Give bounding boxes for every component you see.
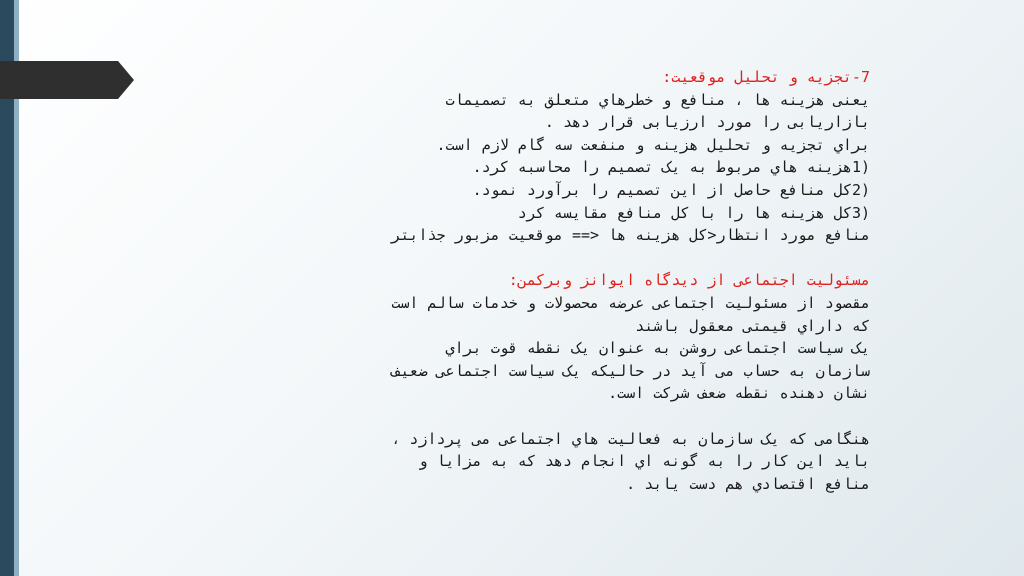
body-line: بازاریابی را مورد ارزیابی قرار دهد . [544,113,870,132]
body-line: هنگامی که یک سازمان به فعالیت هاي اجتماعی می پردازد ، [391,429,870,448]
body-line: براي تجزیه و تحلیل هزینه و منفعت سه گام لازم است. [436,135,870,154]
body-line: باید این کار را به گونه اي انجام دهد که به مزایا و [418,452,870,471]
body-line: که داراي قیمتی معقول باشند [635,316,870,335]
body-line: (3کل هزینه ها را با کل منافع مقایسه کرد [517,203,870,222]
body-line: (1هزینه هاي مربوط به یک تصمیم را محاسبه کرد. [472,158,870,177]
arrow-tab-decoration [0,61,134,99]
slide-content [180,66,870,495]
spacer [180,247,870,270]
heading-situation-analysis: 7-تجزیه و تحلیل موقعیت: [662,68,870,86]
body-line: یک سیاست اجتماعی روشن به عنوان یک نقطه قوت براي [445,339,870,358]
spacer [180,405,870,428]
heading-social-responsibility: مسئولیت اجتماعی از دیدگاه ایوانز وبرکمن: [508,271,870,290]
body-line: مقصود از مسئولیت اجتماعی عرضه محصولات و خدمات سالم است [391,293,870,312]
body-line: سازمان به حساب می آید در حالیکه یک سیاست اجتماعی ضعیف [391,361,870,380]
body-line: منافع اقتصادي هم دست یابد . [626,474,870,493]
body-line: (2کل منافع حاصل از این تصمیم را برآورد نمود. [472,180,870,199]
body-line: نشان دهنده نقطه ضعف شرکت است. [608,384,870,403]
body-line: یعنی هزینه ها ، منافع و خطرهاي متعلق به تصمیمات [445,90,870,109]
body-line: منافع مورد انتظار<کل هزینه ها <== موقعیت مزبور جذابتر [391,226,870,245]
